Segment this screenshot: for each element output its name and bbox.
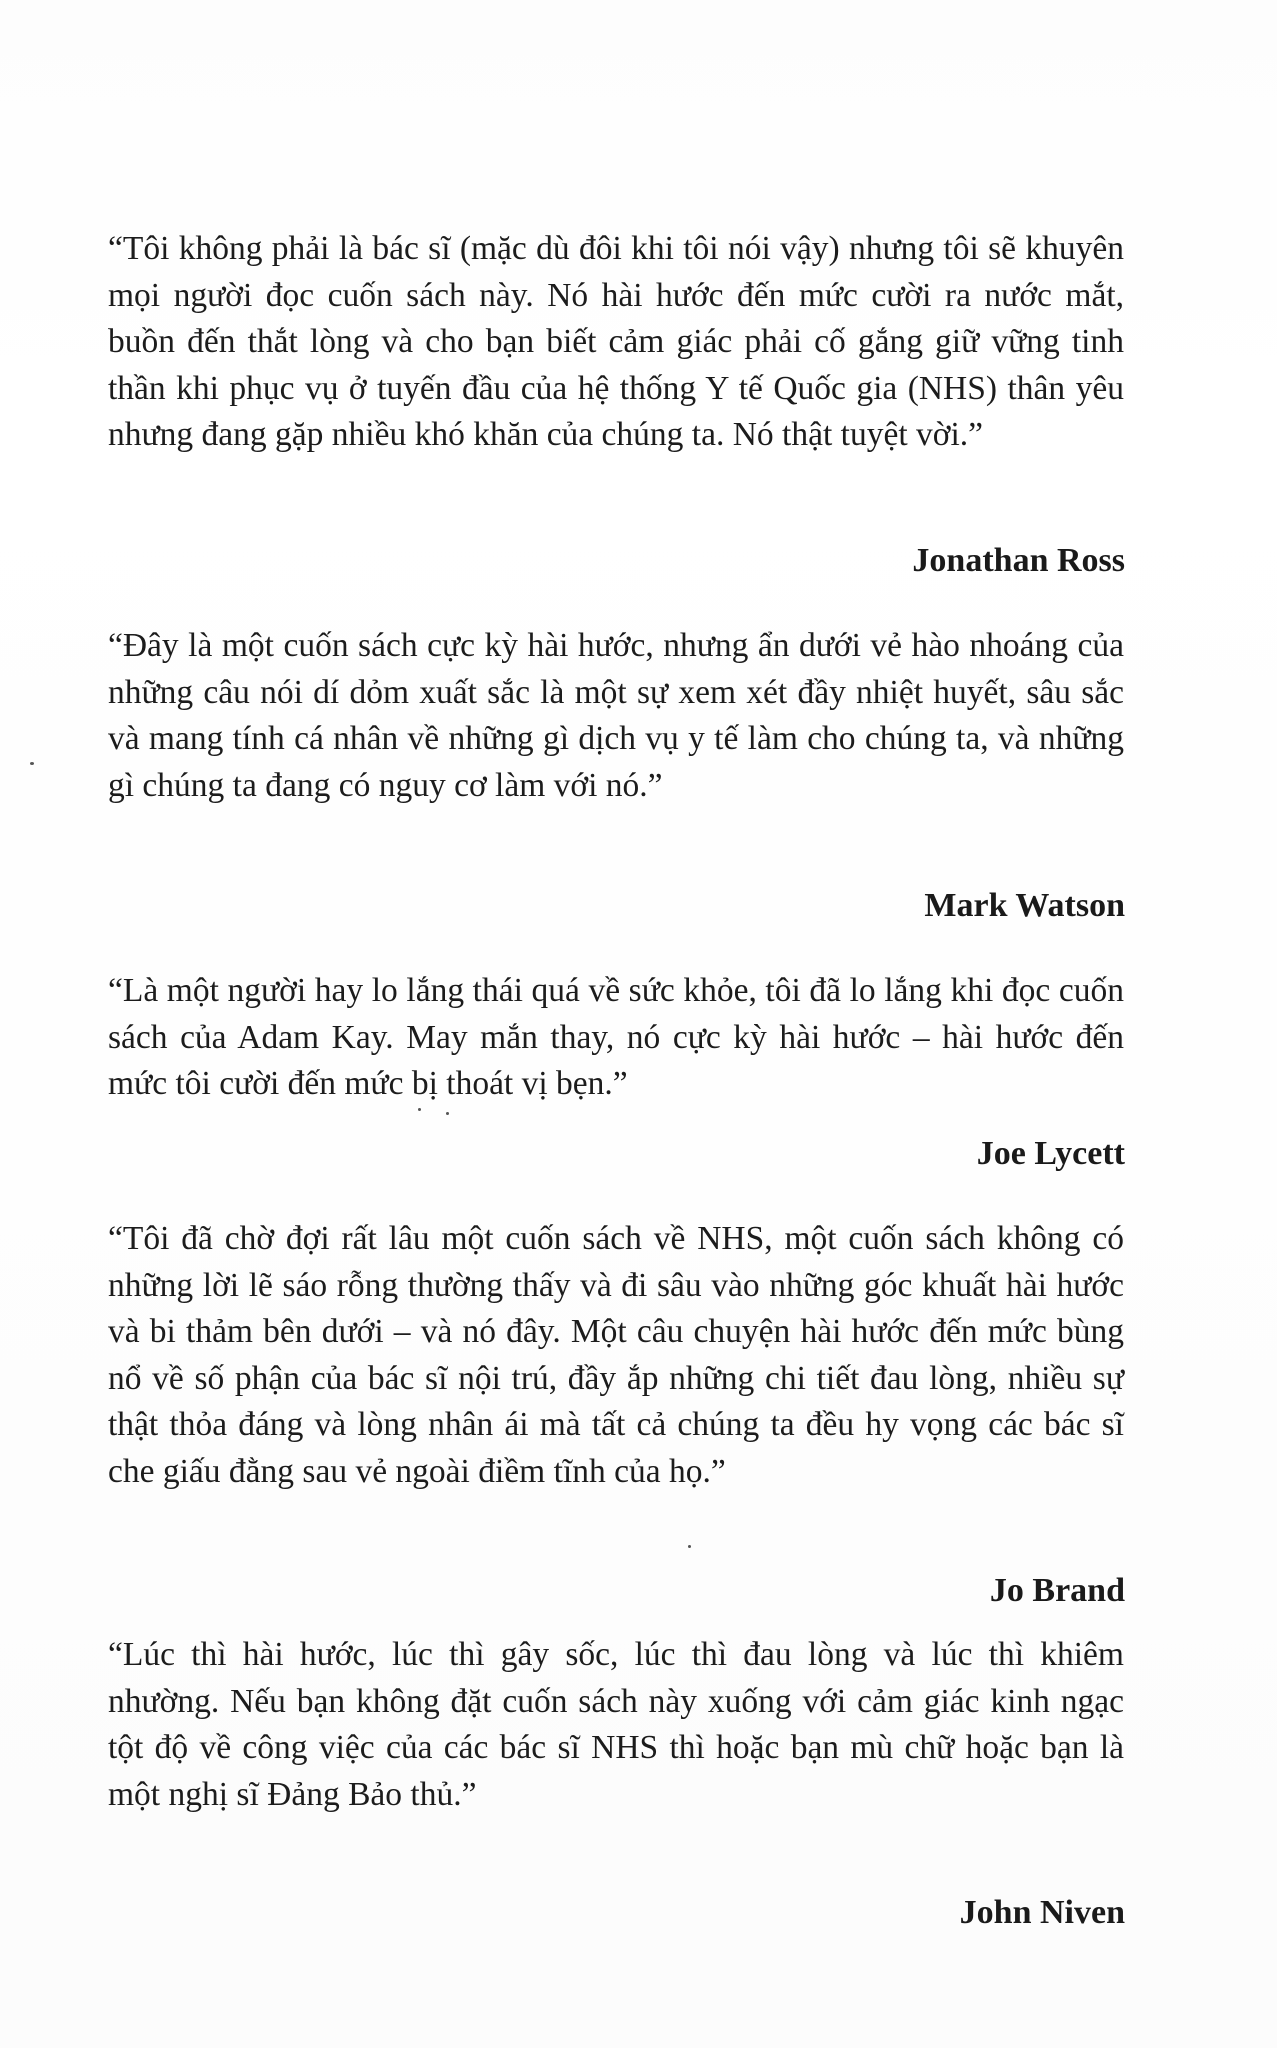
quote-author: Jonathan Ross (912, 542, 1125, 579)
quote-text: “Tôi không phải là bác sĩ (mặc dù đôi khi tôi nói vậy) nhưng tôi sẽ khuyên mọi người đọc cuốn sách này. Nó hài hước đến mức cười ra nước mắt, buồn đến thắt lòng và cho bạn biết cảm giác phải cố gắng giữ vững tinh thần khi phục vụ ở tuyến đầu của hệ thống Y tế Quốc gia (NHS) thân yêu nhưng đang gặp nhiều khó khăn của chúng ta. Nó thật tuyệt vời.” (108, 230, 1124, 453)
quote-text: “Tôi đã chờ đợi rất lâu một cuốn sách về NHS, một cuốn sách không có những lời lẽ sáo rỗng thường thấy và đi sâu vào những góc khuất hài hước và bi thảm bên dưới – và nó đây. Một câu chuyện hài hước đến mức bùng nổ về số phận của bác sĩ nội trú, đầy ắp những chi tiết đau lòng, nhiều sự thật thỏa đáng và lòng nhân ái mà tất cả chúng ta đều hy vọng các bác sĩ che giấu đằng sau vẻ ngoài điềm tĩnh của họ.” (108, 1220, 1124, 1490)
quote-author: John Niven (959, 1894, 1125, 1931)
quote-author: Mark Watson (924, 887, 1125, 924)
ink-speck (418, 1108, 421, 1111)
quote-text: “Là một người hay lo lắng thái quá về sức khỏe, tôi đã lo lắng khi đọc cuốn sách của Adam Kay. May mắn thay, nó cực kỳ hài hước – hài hước đến mức tôi cười đến mức bị thoát vị bẹn.” (108, 972, 1124, 1102)
quote-text: “Lúc thì hài hước, lúc thì gây sốc, lúc thì đau lòng và lúc thì khiêm nhường. Nếu bạn không đặt cuốn sách này xuống với cảm giác kinh ngạc tột độ về công việc của các bác sĩ NHS thì hoặc bạn mù chữ hoặc bạn là một nghị sĩ Đảng Bảo thủ.” (108, 1636, 1124, 1813)
quote-text: “Đây là một cuốn sách cực kỳ hài hước, nhưng ẩn dưới vẻ hào nhoáng của những câu nói dí dỏm xuất sắc là một sự xem xét đầy nhiệt huyết, sâu sắc và mang tính cá nhân về những gì dịch vụ y tế làm cho chúng ta, và những gì chúng ta đang có nguy cơ làm với nó.” (108, 627, 1124, 804)
quote-author: Jo Brand (989, 1572, 1125, 1609)
quote-author: Joe Lycett (976, 1135, 1125, 1172)
ink-speck (688, 1545, 691, 1548)
ink-speck (30, 762, 34, 765)
ink-speck (446, 1112, 449, 1115)
